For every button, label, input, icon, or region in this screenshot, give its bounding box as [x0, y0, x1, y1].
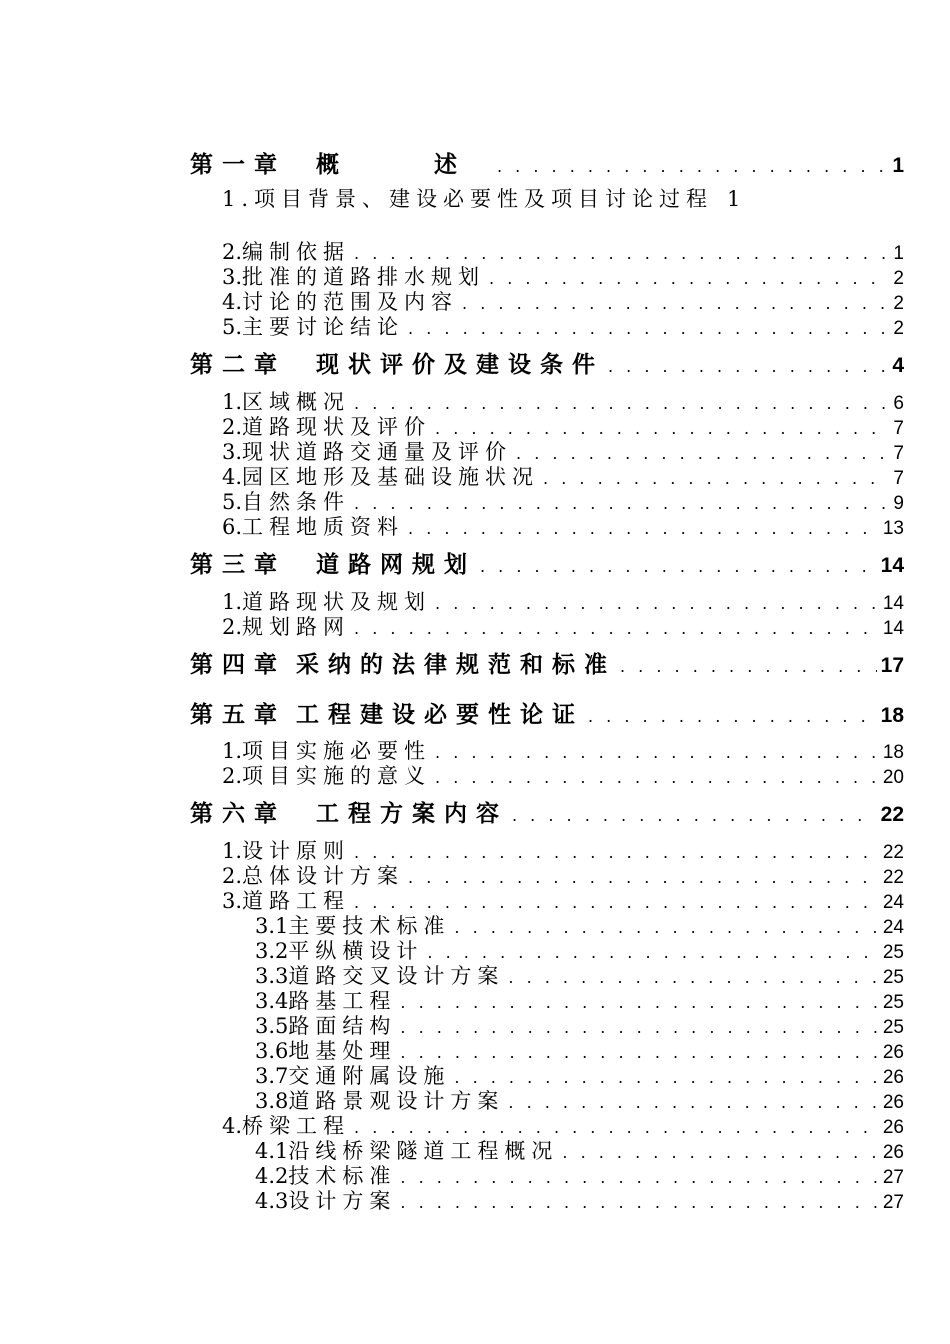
dot-leader — [408, 319, 889, 338]
entry-number: 3.7 — [255, 1064, 289, 1088]
toc-entry-2-6[interactable] — [222, 511, 904, 541]
entry-title: 总体设计方案 — [242, 864, 405, 888]
entry-title: 道路现状及规划 — [242, 590, 432, 614]
chapter-label: 第六章 — [190, 800, 286, 827]
dot-leader — [620, 657, 877, 676]
entry-number: 4.3 — [255, 1189, 289, 1213]
page-number: 25 — [882, 1017, 904, 1038]
page-number: 27 — [882, 1167, 904, 1188]
page-number: 2 — [893, 318, 904, 339]
entry-number: 1. — [222, 839, 243, 863]
page-number: 1 — [892, 154, 904, 177]
entry-number: 3.6 — [255, 1039, 289, 1063]
page-number: 4 — [892, 354, 904, 377]
entry-title: 规划路网 — [242, 615, 351, 639]
entry-number: 5. — [222, 490, 243, 514]
page-number: 14 — [880, 554, 904, 577]
entry-number: 3.4 — [255, 989, 289, 1013]
entry-title: 技术标准 — [288, 1164, 397, 1188]
entry-number: 3.8 — [255, 1089, 289, 1113]
page-number: 24 — [882, 917, 904, 938]
dot-leader — [408, 519, 879, 538]
entry-number: 1. — [222, 739, 243, 763]
entry-number: 4.2 — [255, 1164, 289, 1188]
entry-title: 区域概况 — [242, 390, 351, 414]
chapter-title: 采纳的法律规范和标准 — [296, 651, 616, 678]
entry-number: 3.2 — [255, 939, 289, 963]
page-number: 26 — [882, 1092, 904, 1113]
page-number: 17 — [880, 654, 904, 677]
toc-entry-6-4-3[interactable] — [255, 1185, 904, 1215]
entry-title: 园区地形及基础设施状况 — [242, 465, 540, 489]
page-number: 25 — [882, 967, 904, 988]
entry-number: 2. — [222, 615, 243, 639]
entry-title: 自然条件 — [242, 490, 351, 514]
entry-title: 编制依据 — [242, 240, 351, 264]
chapter-title: 现状评价及建设条件 — [316, 351, 604, 378]
entry-title: 项目实施必要性 — [242, 739, 432, 763]
chapter-label: 第四章 — [190, 651, 286, 678]
chapter-title: 工程建设必要性论证 — [296, 701, 584, 728]
page-number: 7 — [893, 468, 904, 489]
dot-leader — [354, 619, 879, 638]
entry-number: 6. — [222, 515, 243, 539]
entry-number: 3. — [222, 440, 243, 464]
page-number: 14 — [882, 618, 904, 639]
entry-title: 桥梁工程 — [242, 1114, 351, 1138]
dot-leader — [608, 357, 888, 376]
page-number: 14 — [882, 593, 904, 614]
entry-title: 讨论的范围及内容 — [242, 290, 459, 314]
entry-title: 道路现状及评价 — [242, 415, 432, 439]
page-number: 25 — [882, 992, 904, 1013]
toc-chapter-2[interactable] — [188, 346, 904, 379]
entry-title: 道路景观设计方案 — [288, 1089, 505, 1113]
toc-entry-1-1[interactable] — [222, 186, 822, 212]
entry-number: 1. — [222, 187, 255, 211]
page-number: 2 — [893, 293, 904, 314]
chapter-title: 工程方案内容 — [316, 800, 508, 827]
page-number: 25 — [882, 942, 904, 963]
dot-leader — [480, 557, 877, 576]
page-number: 18 — [882, 742, 904, 763]
toc-chapter-4[interactable] — [188, 646, 904, 679]
page-number: 26 — [882, 1067, 904, 1088]
chapter-title: 道路网规划 — [316, 551, 476, 578]
page-number: 6 — [893, 393, 904, 414]
page-number: 24 — [882, 892, 904, 913]
page-number: 1 — [727, 187, 747, 211]
entry-title: 道路交叉设计方案 — [288, 964, 505, 988]
entry-number: 3. — [222, 265, 243, 289]
entry-title: 平纵横设计 — [288, 939, 424, 963]
entry-title: 批准的道路排水规划 — [242, 265, 486, 289]
entry-title: 现状道路交通量及评价 — [242, 440, 513, 464]
entry-title: 路基工程 — [288, 989, 397, 1013]
entry-title: 主要技术标准 — [288, 914, 451, 938]
chapter-label: 第五章 — [190, 701, 286, 728]
entry-number: 4. — [222, 465, 243, 489]
dot-leader — [588, 707, 877, 726]
page-number: 13 — [882, 518, 904, 539]
entry-number: 5. — [222, 315, 243, 339]
entry-number: 3. — [222, 889, 243, 913]
toc-chapter-5[interactable] — [188, 696, 904, 729]
entry-number: 4. — [222, 1114, 243, 1138]
dot-leader — [497, 157, 888, 176]
page-number: 26 — [882, 1042, 904, 1063]
toc-entry-5-2[interactable] — [222, 760, 904, 790]
chapter-label: 第三章 — [190, 551, 286, 578]
page-number: 2 — [893, 268, 904, 289]
entry-number: 1. — [222, 390, 243, 414]
entry-title: 路面结构 — [288, 1014, 397, 1038]
page-number: 22 — [882, 867, 904, 888]
page-number: 26 — [882, 1142, 904, 1163]
page-number: 26 — [882, 1117, 904, 1138]
entry-number: 3.1 — [255, 914, 289, 938]
toc-chapter-6[interactable] — [188, 795, 904, 828]
toc-chapter-1[interactable] — [188, 146, 904, 179]
chapter-title: 概 述 — [316, 151, 493, 178]
page-number: 22 — [880, 803, 904, 826]
entry-title: 主要讨论结论 — [242, 315, 405, 339]
entry-number: 1. — [222, 590, 243, 614]
entry-title: 沿线桥梁隧道工程概况 — [288, 1139, 559, 1163]
page-number: 18 — [880, 704, 904, 727]
entry-title: 项目实施的意义 — [242, 764, 432, 788]
entry-title: 设计方案 — [288, 1189, 397, 1213]
page-number: 9 — [893, 493, 904, 514]
entry-number: 4. — [222, 290, 243, 314]
chapter-label: 第一章 — [190, 151, 286, 178]
toc-chapter-3[interactable] — [188, 546, 904, 579]
entry-number: 3.3 — [255, 964, 289, 988]
entry-title: 项目背景、建设必要性及项目讨论过程 — [254, 187, 714, 211]
entry-title: 交通附属设施 — [288, 1064, 451, 1088]
entry-number: 3.5 — [255, 1014, 289, 1038]
page-number: 22 — [882, 842, 904, 863]
page-number: 20 — [882, 767, 904, 788]
toc-entry-1-5[interactable] — [222, 311, 904, 341]
dot-leader — [435, 768, 879, 787]
entry-number: 2. — [222, 764, 243, 788]
toc-entry-3-2[interactable] — [222, 611, 904, 641]
entry-number: 2. — [222, 864, 243, 888]
chapter-label: 第二章 — [190, 351, 286, 378]
page-number: 7 — [893, 418, 904, 439]
page-number: 27 — [882, 1192, 904, 1213]
entry-number: 2. — [222, 415, 243, 439]
entry-number: 2. — [222, 240, 243, 264]
dot-leader — [400, 1193, 878, 1212]
page-number: 1 — [893, 243, 904, 264]
entry-number: 4.1 — [255, 1139, 289, 1163]
entry-title: 工程地质资料 — [242, 515, 405, 539]
page-number: 7 — [893, 443, 904, 464]
entry-title: 地基处理 — [288, 1039, 397, 1063]
dot-leader — [512, 806, 877, 825]
entry-title: 道路工程 — [242, 889, 351, 913]
entry-title: 设计原则 — [242, 839, 351, 863]
